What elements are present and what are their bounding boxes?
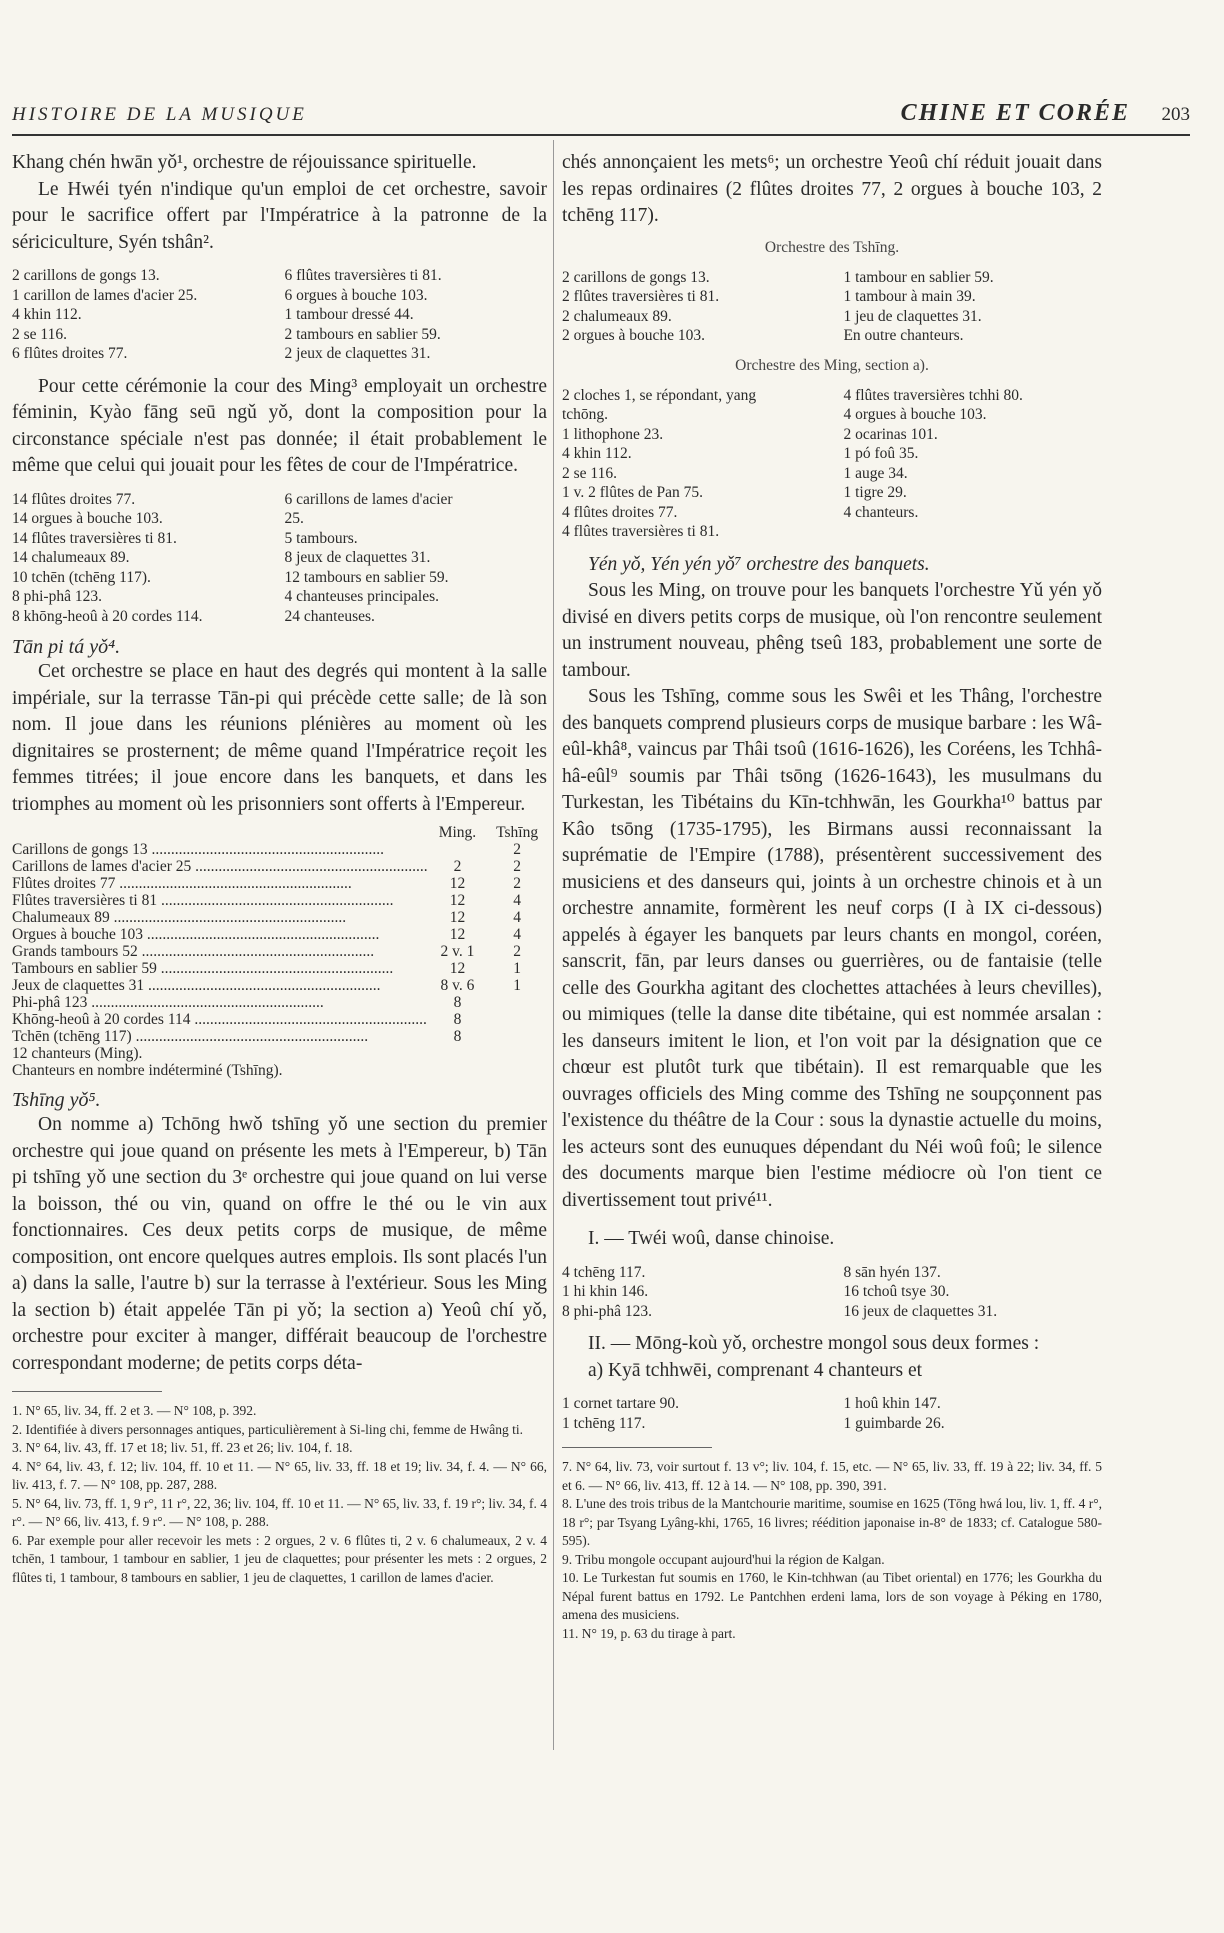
- footnote: 7. N° 64, liv. 73, voir surtout f. 13 v°; liv. 104, f. 15, etc. — N° 65, liv. 33, ff. 19 à 22; liv. 34, ff. 5 et 6. — N° 66, liv. 413, ff. 12 à 14. — N° 108, pp. 390, 391.: [562, 1459, 1102, 1493]
- paragraph-tan-pi: Cet orchestre se place en haut des degrés qui montent à la salle impériale, sur la terrasse Tān-pi qui précède cette salle; de là son nom. Il joue dans les réunions plénières au moment où les dignitaires se prosternent; de même quand l'Impératrice reçoit les femmes titrées; il joue encore dans les banquets, et dans les triomphes au moment où les prisonniers sont offerts à l'Empereur.: [12, 661, 547, 815]
- instrument-item: 4 flûtes traversières tchhi 80.: [843, 386, 1023, 404]
- instrument-item: 14 flûtes droites 77.: [12, 490, 136, 508]
- instrument-list-sericulture: [12, 266, 547, 364]
- table-row: [12, 875, 547, 892]
- table-row: [12, 909, 547, 926]
- instrument-list-ming: [562, 386, 1102, 542]
- table-row: [12, 1028, 547, 1045]
- instrument-list-tshing: [562, 268, 1102, 346]
- cell-tshing: 2: [513, 875, 522, 892]
- table-row: [12, 1045, 547, 1062]
- footnote: 4. N° 64, liv. 43, f. 12; liv. 104, ff. 10 et 11. — N° 65, liv. 33, ff. 18 et 19; liv. 34, f. 4. — N° 66, liv. 413, f. 7. — N° 108, pp. 287, 288.: [12, 1458, 547, 1492]
- instrument-item: 4 chanteuses principales.: [284, 588, 440, 605]
- instrument-item: 10 tchēn (tchēng 117).: [12, 568, 151, 586]
- running-title-right: CHINE ET CORÉE: [900, 100, 1130, 126]
- row-label: Phi-phâ 123 ............................................................: [12, 994, 324, 1011]
- instrument-item: 12 tambours en sablier 59.: [284, 568, 449, 586]
- instrument-item: En outre chanteurs.: [843, 327, 964, 344]
- instrument-item: 1 cornet tartare 90.: [562, 1395, 680, 1412]
- cell-ming: 12: [449, 909, 466, 926]
- left-column: [12, 150, 547, 1587]
- instrument-item: tchōng.: [562, 406, 609, 423]
- instrument-item: 1 lithophone 23.: [562, 425, 664, 443]
- cell-tshing: 4: [513, 926, 522, 943]
- instrument-item: 5 tambours.: [284, 529, 358, 547]
- subsection-kya-tchhwei: a) Kyā tchhwēi, comprenant 4 chanteurs et: [588, 1359, 923, 1381]
- cell-tshing: [487, 1011, 547, 1028]
- instrument-item: [843, 522, 1102, 542]
- row-label: Khōng-heoû à 20 cordes 114 ............................................................: [12, 1011, 427, 1028]
- instrument-item: 8 sān hyén 137.: [843, 1263, 941, 1281]
- instrument-item: 8 jeux de claquettes 31.: [284, 549, 431, 566]
- instrument-item: 24 chanteuses.: [284, 607, 375, 625]
- table-row: [12, 943, 547, 960]
- cell-tshing: 4: [513, 892, 522, 909]
- paragraph-orchestre-feminin: Pour cette cérémonie la cour des Ming³ employait un orchestre féminin, Kyào fāng seū ngǔ yǒ, dont la composition pour la circonstance spéciale n'est pas donnée; il était probablement le même que celui qui jouait pour les fêtes de cour de l'Impératrice.: [12, 375, 547, 476]
- instrument-item: 25.: [284, 510, 304, 527]
- row-label: Tchēn (tchēng 117) ............................................................: [12, 1028, 369, 1045]
- footnotes-left: [12, 1402, 547, 1587]
- heading-orchestre-ming: Orchestre des Ming, section a).: [735, 356, 929, 374]
- right-column: [562, 150, 1102, 1643]
- cell-ming: 8: [453, 994, 462, 1011]
- page-header: [12, 100, 1190, 136]
- cell-tshing: 2: [513, 858, 522, 875]
- table-row: [12, 841, 547, 858]
- instrument-item: 14 orgues à bouche 103.: [12, 510, 163, 527]
- footnote: 10. Le Turkestan fut soumis en 1760, le Kin-tchhwan (au Tibet oriental) en 1776; les Gourkha du Népal furent battus en 1792. Le Pantchhen erdeni lama, lors de son voyage à Péking en 1780, amena des musiciens.: [562, 1570, 1102, 1622]
- cell-tshing: 2: [513, 943, 522, 960]
- instrument-item: 2 carillons de gongs 13.: [12, 267, 160, 284]
- table-row: [12, 1011, 547, 1028]
- section-title-banquets: Yén yǒ, Yén yén yǒ⁷ orchestre des banquets.: [588, 553, 930, 575]
- instrument-item: 2 tambours en sablier 59.: [284, 325, 441, 343]
- cell-tshing: 2: [513, 841, 522, 858]
- table-row: [12, 960, 547, 977]
- column-header-ming: Ming.: [438, 824, 477, 841]
- row-label: Flûtes traversières ti 81 ............................................................: [12, 892, 394, 909]
- table-header-row: [12, 824, 547, 841]
- footnote-rule: [562, 1447, 712, 1448]
- instrument-item: 16 jeux de claquettes 31.: [843, 1302, 998, 1320]
- instrument-item: 1 tambour à main 39.: [843, 288, 976, 305]
- footnote: 11. N° 19, p. 63 du tirage à part.: [562, 1625, 736, 1641]
- row-label: Orgues à bouche 103 ............................................................: [12, 926, 380, 943]
- orchestra-comparison-table: [12, 824, 547, 1079]
- instrument-item: 4 tchēng 117.: [562, 1263, 646, 1281]
- instrument-item: 2 jeux de claquettes 31.: [284, 345, 431, 362]
- paragraph-hwei-tyen: Le Hwéi tyén n'indique qu'un emploi de cet orchestre, savoir pour le sacrifice offert par l'Impératrice à la patronne de la sériciculture, Syén tshân².: [12, 178, 547, 253]
- row-label: Jeux de claquettes 31 ............................................................: [12, 977, 381, 994]
- table-row: [12, 926, 547, 943]
- instrument-item: 8 phi-phâ 123.: [562, 1302, 652, 1320]
- cell-ming: [428, 841, 488, 858]
- cell-tshing: [487, 994, 547, 1011]
- cell-ming: 8 v. 6: [440, 977, 475, 994]
- instrument-item: 1 v. 2 flûtes de Pan 75.: [562, 484, 704, 501]
- instrument-item: 8 khōng-heoû à 20 cordes 114.: [12, 607, 203, 625]
- subsection-twei-wou: I. — Twéi woû, danse chinoise.: [588, 1228, 835, 1249]
- instrument-item: 14 flûtes traversières ti 81.: [12, 529, 177, 547]
- footnote: 6. Par exemple pour aller recevoir les mets : 2 orgues, 2 v. 6 flûtes ti, 2 v. 6 chalumeaux, 2 v. 4 tchēn, 1 tambour, 1 tambour en sablier, 1 jeu de claquettes; pour présenter les mets : 2 orgues, 2 flûtes ti, 1 tambour, 8 tambours en sablier, 1 jeu de claquettes, 1 carillon de lames d'acier.: [12, 1532, 547, 1585]
- cell-tshing: 4: [513, 909, 522, 926]
- instrument-item: 1 carillon de lames d'acier 25.: [12, 286, 198, 304]
- footnote: 5. N° 64, liv. 73, ff. 1, 9 r°, 11 r°, 22, 36; liv. 104, ff. 10 et 11. — N° 65, liv. 33, f. 19 r°; liv. 34, f. 4 r°. — N° 66, liv. 413, f. 9 r°. — N° 108, p. 288.: [12, 1495, 547, 1529]
- cell-tshing: [487, 1028, 547, 1045]
- table-row: [12, 1062, 547, 1079]
- cell-ming: 8: [453, 1028, 462, 1045]
- cell-ming: 12: [449, 926, 466, 943]
- cell-ming: 12: [449, 960, 466, 977]
- instrument-item: 6 flûtes droites 77.: [12, 345, 128, 362]
- footnote: 9. Tribu mongole occupant aujourd'hui la région de Kalgan.: [562, 1551, 885, 1567]
- cell-tshing: 1: [513, 960, 522, 977]
- footnote: 1. N° 65, liv. 34, ff. 2 et 3. — N° 108, p. 392.: [12, 1403, 257, 1418]
- heading-orchestre-tshing: Orchestre des Tshīng.: [764, 238, 900, 256]
- instrument-item: 4 khin 112.: [12, 306, 82, 323]
- subsection-mong-kou: II. — Mōng-koù yǒ, orchestre mongol sous deux formes :: [588, 1333, 1040, 1354]
- instrument-item: 1 tambour en sablier 59.: [843, 268, 994, 286]
- instrument-item: 1 tigre 29.: [843, 484, 907, 501]
- paragraph-yu-yen: Sous les Ming, on trouve pour les banquets l'orchestre Yǔ yén yǒ divisé en divers petits corps de musique, où l'on rencontre seulement un instrument nouveau, phêng tseû 183, probablement une sorte de tambour.: [562, 580, 1102, 681]
- footnote: 3. N° 64, liv. 43, ff. 17 et 18; liv. 51, ff. 23 et 26; liv. 104, f. 18.: [12, 1440, 353, 1455]
- instrument-item: 2 chalumeaux 89.: [562, 307, 672, 325]
- table-row: [12, 994, 547, 1011]
- instrument-item: 1 auge 34.: [843, 464, 908, 482]
- instrument-item: 2 orgues à bouche 103.: [562, 327, 706, 344]
- page-number: 203: [1161, 104, 1190, 125]
- running-title-left: HISTOIRE DE LA MUSIQUE: [12, 104, 307, 125]
- cell-ming: 12: [449, 892, 466, 909]
- table-row: [12, 892, 547, 909]
- cell-ming: 2 v. 1: [440, 943, 475, 960]
- footnote: 8. L'une des trois tribus de la Mantchourie maritime, soumise en 1625 (Tōng hwá lou, liv. 1, ff. 4 r°, 18 r°; par Tsyang Lyâng-khi, 1765, 16 livres; réédition japonaise in-8° de 1833; cf. Catalogue 580-595).: [562, 1496, 1102, 1548]
- cell-ming: 12: [449, 875, 466, 892]
- table-note: 12 chanteurs (Ming).: [12, 1045, 143, 1062]
- instrument-item: 16 tchoû tsye 30.: [843, 1283, 950, 1300]
- row-label: Flûtes droites 77 ............................................................: [12, 875, 352, 892]
- section-title-tan-pi: Tān pi tá yǒ⁴.: [12, 636, 121, 658]
- footnote-rule: [12, 1391, 162, 1392]
- cell-ming: 2: [453, 858, 462, 875]
- row-label: Tambours en sablier 59 ............................................................: [12, 960, 394, 977]
- instrument-item: 4 orgues à bouche 103.: [843, 406, 987, 423]
- row-label: Carillons de lames d'acier 25 ............................................................: [12, 858, 428, 875]
- paragraph-khang: Khang chén hwān yǒ¹, orchestre de réjouissance spirituelle.: [12, 152, 477, 173]
- instrument-item: 4 khin 112.: [562, 445, 632, 462]
- instrument-item: 4 flûtes traversières ti 81.: [562, 523, 720, 540]
- instrument-item: 4 flûtes droites 77.: [562, 503, 678, 521]
- instrument-item: 2 se 116.: [12, 325, 67, 343]
- paragraph-tshing: On nomme a) Tchōng hwǒ tshīng yǒ une section du premier orchestre qui joue quand on présente les mets à l'Empereur, b) Tān pi tshīng yǒ une section du 3ᵉ orchestre qui joue quand on lui verse la boisson, thé ou vin, quand on offre le thé ou le vin aux fonctionnaires. Ces deux petits corps de musique, de même composition, ont encore quelques autres emplois. Ils sont placés l'un a) dans la salle, l'autre b) sur la terrasse à l'extérieur. Sous les Ming la section b) était appelée Tān pi yǒ; la section a) Yeoû chí yǒ, orchestre pour exciter à manger, différait beaucoup de l'orchestre correspondant moderne; de petits corps déta-: [12, 1114, 547, 1374]
- instrument-item: 6 flûtes traversières ti 81.: [284, 267, 442, 284]
- instrument-item: 2 ocarinas 101.: [843, 425, 938, 443]
- instrument-item: 1 pó foû 35.: [843, 445, 919, 462]
- column-header-tshing: Tshīng: [496, 824, 539, 841]
- table-row: [12, 858, 547, 875]
- instrument-item: 8 phi-phâ 123.: [12, 588, 102, 605]
- instrument-item: 2 cloches 1, se répondant, yang: [562, 386, 757, 404]
- instrument-item: 2 flûtes traversières ti 81.: [562, 288, 720, 305]
- instrument-item: 1 hi khin 146.: [562, 1283, 649, 1300]
- instrument-item: 6 carillons de lames d'acier: [284, 490, 453, 508]
- instrument-item: 1 tchēng 117.: [562, 1414, 646, 1432]
- instrument-item: 1 hoû khin 147.: [843, 1395, 941, 1412]
- cell-tshing: 1: [513, 977, 522, 994]
- column-divider: [553, 140, 554, 1750]
- instrument-item: 4 chanteurs.: [843, 503, 919, 521]
- cell-ming: 8: [453, 1011, 462, 1028]
- row-label: Carillons de gongs 13 ............................................................: [12, 841, 384, 858]
- table-note: Chanteurs en nombre indéterminé (Tshīng).: [12, 1062, 283, 1079]
- footnotes-right: [562, 1458, 1102, 1643]
- footnote: 2. Identifiée à divers personnages antiques, particulièrement à Si-ling chi, femme de Hwâng ti.: [12, 1421, 523, 1437]
- instrument-list-feminin: [12, 490, 547, 627]
- instrument-list-twei-wou: [562, 1263, 1102, 1322]
- instrument-item: 14 chalumeaux 89.: [12, 549, 130, 566]
- instrument-item: 2 se 116.: [562, 464, 617, 482]
- instrument-item: 1 guimbarde 26.: [843, 1414, 945, 1432]
- row-label: Grands tambours 52 ............................................................: [12, 943, 375, 960]
- paragraph-banquets-tshing: Sous les Tshīng, comme sous les Swêi et les Thâng, l'orchestre des banquets comprend plusieurs corps de musique barbare : les Wâ-eûl-khâ⁸, vaincus par Thâi tsoû (1616-1626), les Coréens, les Tchhâ-hâ-eûl⁹ soumis par Thâi tsōng (1626-1643), les musulmans du Turkestan, les Tibétains du Kīn-tchhwān, les Gourkha¹⁰ battus par Kâo tsōng (1735-1795), les Birmans aussi reconnaissant la suprématie de l'Empire (1788), présentèrent successivement des musiciens et des danseurs qui, joints à un orchestre chinois et à un orchestre annamite, formèrent les neuf corps (I à IX ci-dessous) appelés à égayer les banquets par leurs chants en mongol, coréen, sanscrit, fān, par leurs danses ou guerrières, ou de fantaisie (telle celle des Gourkha agitant des clochettes attachées à leurs chevilles), ou mimiques (telle la danse dite tibétaine, qui est nommée arsalan : les danseurs imitent le lion, et l'on voit par la désignation que ce chœur est plutôt turk que tibétain). Il est remarquable que les ouvrages officiels des Ming comme des Tshīng ne soupçonnent pas l'existence du théâtre de la Cour : sous la dynastie actuelle du moins, les acteurs sont des eunuques dépendant du Néi woû foû; le silence des documents marque bien l'estime médiocre où l'on tient ce divertissement tout privé¹¹.: [562, 686, 1102, 1211]
- instrument-item: 6 orgues à bouche 103.: [284, 286, 428, 304]
- table-row: [12, 977, 547, 994]
- row-label: Chalumeaux 89 ............................................................: [12, 909, 347, 926]
- instrument-list-mongol: [562, 1394, 1102, 1433]
- paragraph-continuation: chés annonçaient les mets⁶; un orchestre Yeoû chí réduit jouait dans les repas ordinaires (2 flûtes droites 77, 2 orgues à bouche 103, 2 tchēng 117).: [562, 152, 1102, 226]
- instrument-item: 2 carillons de gongs 13.: [562, 268, 710, 286]
- instrument-item: 1 tambour dressé 44.: [284, 306, 414, 323]
- section-title-tshing: Tshīng yǒ⁵.: [12, 1089, 101, 1111]
- instrument-item: 1 jeu de claquettes 31.: [843, 307, 982, 325]
